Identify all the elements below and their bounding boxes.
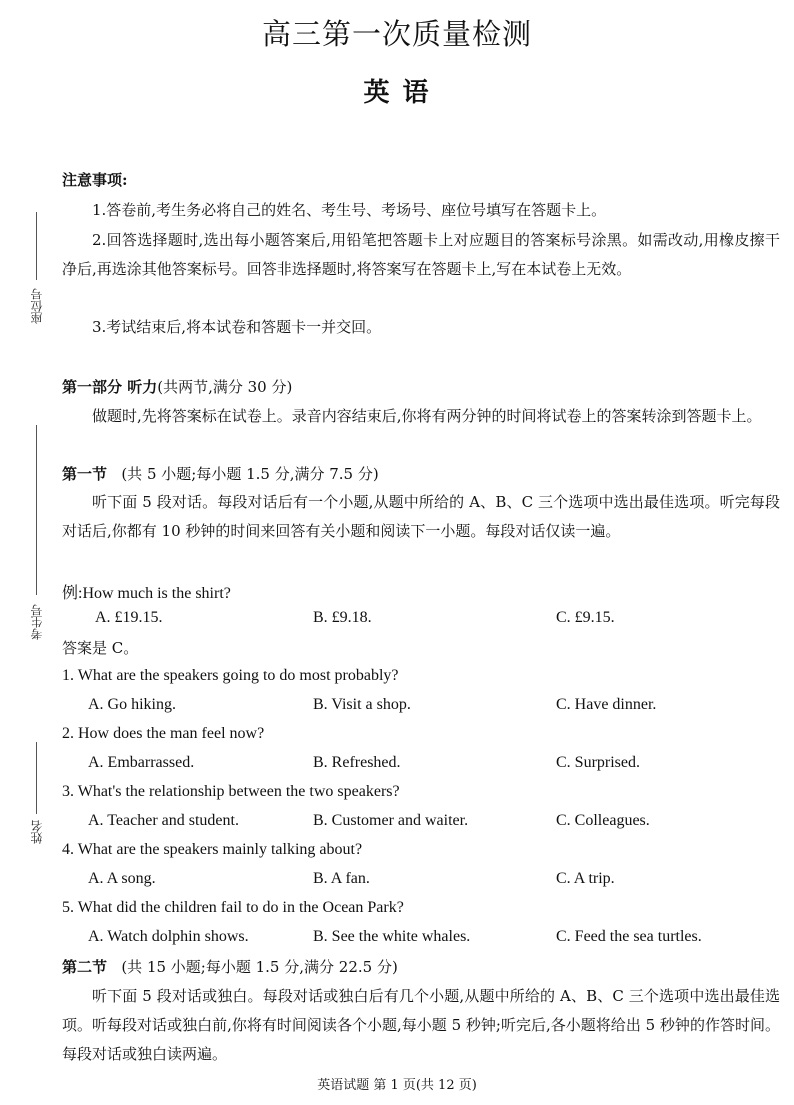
question-2: 2. How does the man feel now?: [62, 725, 265, 742]
section1-heading-row: [62, 464, 379, 484]
notice-item-2: 2.回答选择题时,选出每小题答案后,用铅笔把答题卡上对应题目的答案标号涂黑。如需改动,用橡皮擦干净后,再选涂其他答案标号。回答非选择题时,将答案写在答题卡上,写在本试卷上无效。: [62, 231, 780, 278]
notice-heading: 注意事项:: [62, 171, 128, 189]
name-label: 姓名: [30, 820, 44, 844]
part1-intro: 做题时,先将答案标在试卷上。录音内容结束后,你将有两分钟的时间将试卷上的答案转涂到答题卡上。: [92, 407, 762, 425]
exam-no-label: 考生号: [30, 604, 44, 640]
question-3: 3. What's the relationship between the two speakers?: [62, 783, 400, 800]
section1-note: (共 5 小题;每小题 1.5 分,满分 7.5 分): [121, 465, 379, 483]
q1-option-b: B. Visit a shop.: [313, 696, 411, 713]
section2-heading: 第二节: [62, 958, 108, 976]
q3-option-a: A. Teacher and student.: [88, 812, 239, 829]
section1-heading: 第一节: [62, 465, 108, 483]
q4-option-b: B. A fan.: [313, 870, 370, 887]
example-answer: 答案是 C。: [62, 639, 139, 657]
q2-option-c: C. Surprised.: [556, 754, 640, 771]
part1-heading-row: [62, 377, 292, 397]
notice-item-3: 3.考试结束后,将本试卷和答题卡一并交回。: [92, 318, 382, 336]
page-title: 高三第一次质量检测: [261, 17, 532, 51]
q3-option-c: C. Colleagues.: [556, 812, 650, 829]
part1-heading-note: (共两节,满分 30 分): [157, 378, 293, 396]
seat-line: [36, 212, 37, 280]
section2-heading-row: [62, 957, 398, 977]
question-4: 4. What are the speakers mainly talking about?: [62, 841, 363, 858]
q1-option-a: A. Go hiking.: [88, 696, 176, 713]
q1-option-c: C. Have dinner.: [556, 696, 657, 713]
q3-option-b: B. Customer and waiter.: [313, 812, 469, 829]
exam-no-line: [36, 425, 37, 595]
q4-option-a: A. A song.: [88, 870, 156, 887]
q2-option-b: B. Refreshed.: [313, 754, 401, 771]
notice-item-1: 1.答卷前,考生务必将自己的姓名、考生号、考场号、座位号填写在答题卡上。: [92, 201, 607, 219]
page-footer: 英语试题 第 1 页(共 12 页): [317, 1078, 477, 1093]
question-5: 5. What did the children fail to do in the Ocean Park?: [62, 899, 404, 916]
section1-intro: 听下面 5 段对话。每段对话后有一个小题,从题中所给的 A、B、C 三个选项中选出最佳选项。听完每段对话后,你都有 10 秒钟的时间来回答有关小题和阅读下一小题。每段对话仅读一遍。: [62, 493, 780, 540]
q4-option-c: C. A trip.: [556, 870, 615, 887]
example-option-b: B. £9.18.: [313, 609, 372, 626]
example-question: 例:How much is the shirt?: [62, 585, 231, 602]
q5-option-b: B. See the white whales.: [313, 928, 471, 945]
example-option-c: C. £9.15.: [556, 609, 615, 626]
section2-note: (共 15 小题;每小题 1.5 分,满分 22.5 分): [121, 958, 398, 976]
q5-option-c: C. Feed the sea turtles.: [556, 928, 702, 945]
section2-intro: 听下面 5 段对话或独白。每段对话或独白后有几个小题,从题中所给的 A、B、C 三个选项中选出最佳选项。听每段对话或独白前,你将有时间阅读各个小题,每小题 5 秒钟;听完后,各小题将给出 5 秒钟的作答时间。每段对话或独白读两遍。: [62, 987, 780, 1063]
question-1: 1. What are the speakers going to do most probably?: [62, 667, 399, 684]
subject-title: 英 语: [363, 78, 431, 108]
q2-option-a: A. Embarrassed.: [88, 754, 195, 771]
name-line: [36, 742, 37, 814]
example-option-a: A. £19.15.: [95, 609, 163, 626]
seat-label: 座位号: [30, 288, 44, 324]
q5-option-a: A. Watch dolphin shows.: [88, 928, 249, 945]
part1-heading: 第一部分 听力: [62, 378, 158, 396]
